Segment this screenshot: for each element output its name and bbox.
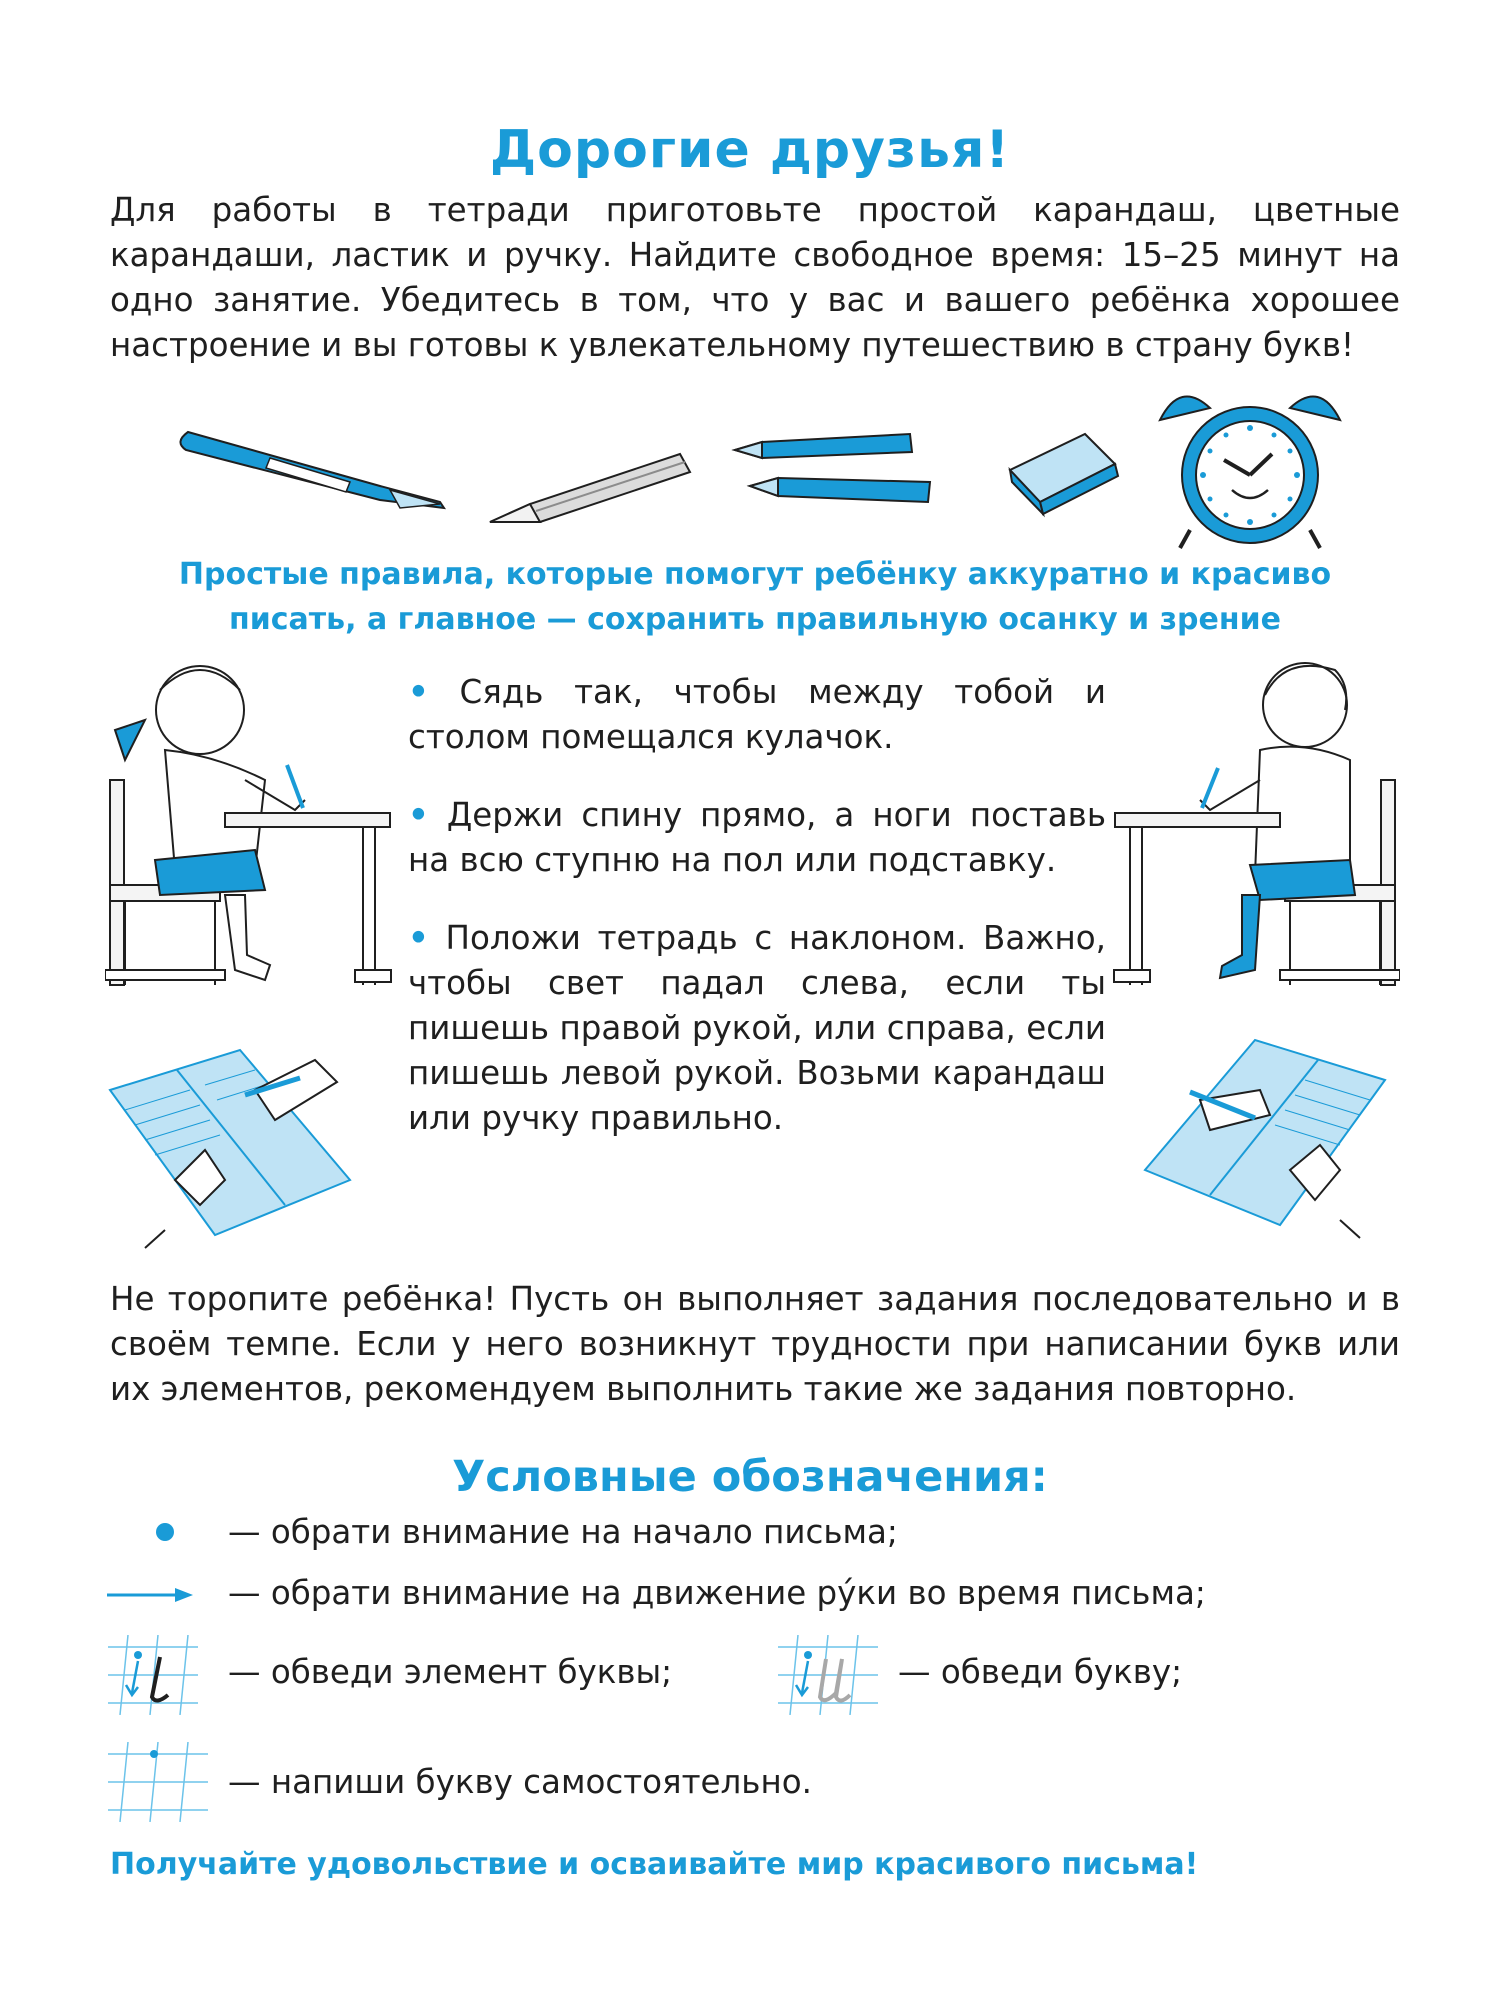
rule-item (408, 916, 1106, 1141)
rule-text: Положи тетрадь с наклоном. Важно, чтобы свет падал слева, если ты пишешь правой рукой, или справа, если пишешь левой рукой. Возьми карандаш или ручку правильно. (408, 919, 1106, 1137)
bullet-icon: • (408, 919, 429, 957)
trace-letter-icon (778, 1635, 878, 1715)
outro-paragraph: Не торопите ребёнка! Пусть он выполняет задания последовательно и в своём темпе. Если у него возникнут трудности при написании букв или их элементов, рекомендуем выполнить такие же задания повторно. (110, 1280, 1400, 1408)
girl-at-desk-illustration (105, 650, 395, 990)
closing-line: Получайте удовольствие и осваивайте мир красивого письма! (110, 1847, 1199, 1882)
legend-movement-text: — обрати внимание на движение ру́ки во время письма; (228, 1574, 1206, 1612)
legend-trace-letter-text: — обведи букву; (898, 1653, 1183, 1691)
eraser-icon (1010, 434, 1118, 514)
legend-start-text: — обрати внимание на начало письма; (228, 1513, 898, 1551)
notebook-left-illustration (105, 1030, 355, 1250)
bullet-icon: • (408, 796, 429, 834)
intro-paragraph: Для работы в тетради приготовьте простой карандаш, цветные карандаши, ластик и ручку. Найдите свободное время: 15–25 минут на одно занятие. Убедитесь в том, что у вас и вашего ребёнка хорошее настроение и вы готовы к увлекательному путешествию в страну букв! (110, 191, 1400, 364)
rules-heading (110, 552, 1400, 642)
colored-pencils-icon (735, 434, 930, 502)
trace-element-icon (108, 1635, 198, 1715)
legend-trace-element-text: — обведи элемент буквы; (228, 1653, 673, 1691)
write-letter-icon (108, 1742, 208, 1822)
supplies-illustration (150, 390, 1350, 550)
alarm-clock-icon (1160, 396, 1340, 548)
notebook-right-illustration (1140, 1020, 1390, 1240)
bullet-icon: • (408, 673, 429, 711)
page-title: Дорогие друзья! (489, 120, 1011, 180)
rule-item (408, 670, 1106, 760)
legend-title: Условные обозначения: (452, 1452, 1048, 1502)
rules-heading-line-2: писать, а главное — сохранить правильную осанку и зрение (229, 602, 1281, 637)
rule-text: Держи спину прямо, а ноги поставь на всю ступню на пол или подставку. (408, 796, 1106, 879)
arrow-movement-icon (105, 1580, 195, 1610)
rule-text: Сядь так, чтобы между тобой и столом помещался кулачок. (408, 673, 1106, 756)
dot-start-icon (150, 1517, 180, 1547)
rules-heading-line-1: Простые правила, которые помогут ребёнку аккуратно и красиво (178, 557, 1332, 592)
legend-write-text: — напиши букву самостоятельно. (228, 1763, 812, 1801)
rules-list (408, 670, 1106, 1174)
boy-at-desk-illustration (1110, 650, 1400, 990)
pen-icon (180, 432, 444, 508)
rule-item (408, 793, 1106, 883)
pencil-icon (490, 454, 690, 522)
